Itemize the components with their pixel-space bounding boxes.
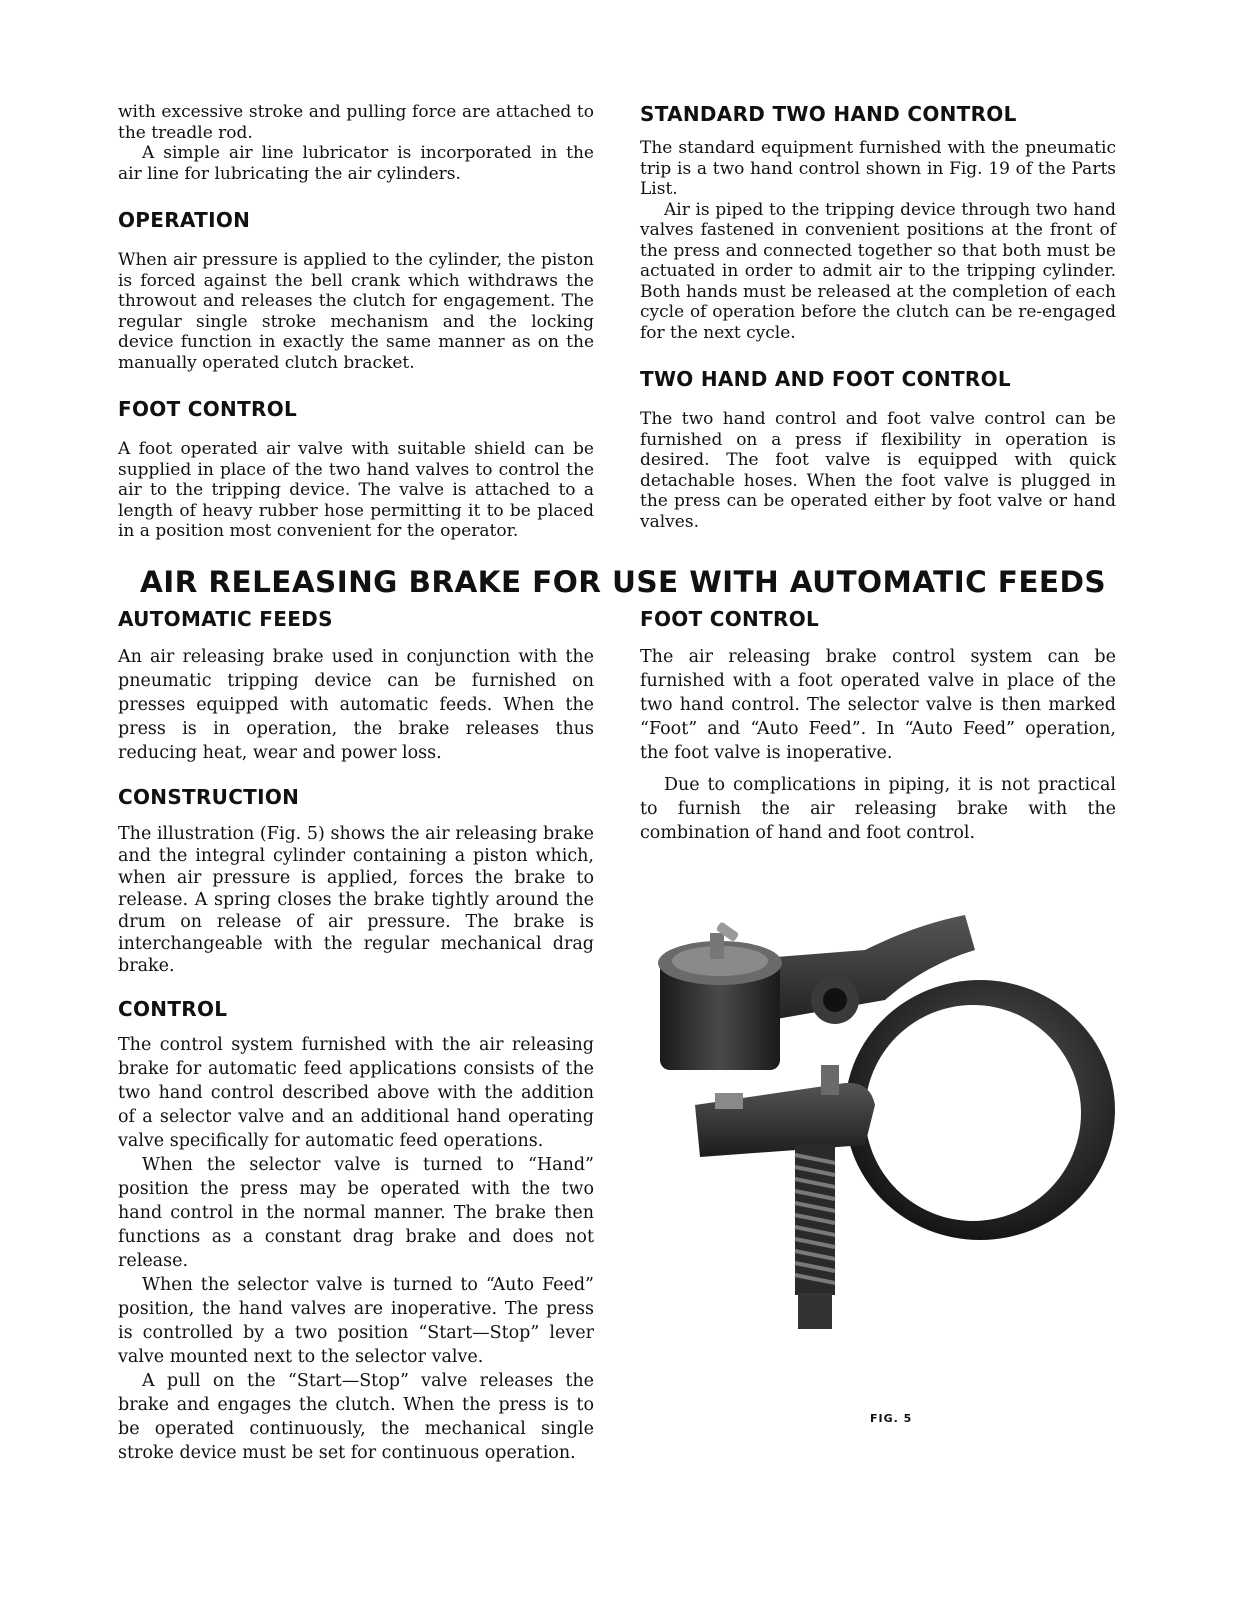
operation-section [118,208,594,373]
paragraph: The air releasing brake control system can be furnished with a foot operated valve in place of the two hand control. The selector valve is then marked “Foot” and “Auto Feed”. In “Auto Feed” operation, the foot valve is inoperative. [640,647,1116,763]
foot-control-section [118,397,594,542]
paragraph: A pull on the “Start—Stop” valve releases the brake and engages the clutch. When the press is to be operated continuously, the mechanical single stroke device must be set for continuous operation. [118,1371,594,1463]
figure-caption: FIG. 5 [870,1412,913,1425]
paragraph: When the selector valve is turned to “Auto Feed” position, the hand valves are inoperative. The press is controlled by a two position “Start—Stop” lever valve mounted next to the selector valve. [118,1275,594,1367]
paragraph: A foot operated air valve with suitable shield can be supplied in place of the two hand valves to control the air to the tripping device. The valve is attached to a length of heavy rubber hose permitting it to be placed in a position most convenient for the operator. [118,439,594,541]
banner-heading: AIR RELEASING BRAKE FOR USE WITH AUTOMATIC FEEDS [140,565,1106,599]
spring-icon [795,1145,835,1329]
paragraph: An air releasing brake used in conjunction with the pneumatic tripping device can be furnished on presses equipped with automatic feeds. When the press is in operation, the brake releases thus reducing heat, wear and power loss. [118,647,594,763]
paragraph: The control system furnished with the air releasing brake for automatic feed applications consists of the two hand control described above with the addition of a selector valve and an additional hand operating valve specifically for automatic feed operations. [118,1035,594,1151]
section-heading: STANDARD TWO HAND CONTROL [640,102,1017,126]
brake-illustration [655,905,1135,1345]
paragraph: The illustration (Fig. 5) shows the air releasing brake and the integral cylinder containing a piston which, when air pressure is applied, forces the brake to release. A spring closes the brake tightly around the drum on release of air pressure. The brake is interchangeable with the regular mechanical drag brake. [118,824,594,976]
paragraph: When the selector valve is turned to “Hand” position the press may be operated with the two hand control in the normal manner. The brake then functions as a constant drag brake and does not release. [118,1155,594,1271]
paragraph: with excessive stroke and pulling force are attached to the treadle rod. [118,102,594,143]
intro-section [118,102,594,184]
construction-section [118,785,594,977]
foot-control-brake-section [640,607,1116,845]
two-hand-and-foot-section [640,367,1116,532]
paragraph: Due to complications in piping, it is not practical to furnish the air releasing brake with the combination of hand and foot control. [640,775,1116,843]
section-heading: FOOT CONTROL [118,397,298,421]
paragraph: Air is piped to the tripping device through two hand valves fastened in convenient positions at the front of the press and connected together so that both must be actuated in order to admit air to the tripping cylinder. Both hands must be released at the completion of each cycle of operation before the clutch can be re-engaged for the next cycle. [640,199,1116,343]
paragraph: The two hand control and foot valve control can be furnished on a press if flexibility in operation is desired. The foot valve is equipped with quick detachable hoses. When the foot valve is plugged in the press can be operated either by foot valve or hand valves. [640,409,1116,532]
standard-two-hand-section [640,102,1116,343]
section-heading: FOOT CONTROL [640,607,820,631]
air-releasing-brake-photo [655,905,1135,1345]
control-section [118,997,594,1465]
bottom-right-column [640,607,1116,869]
section-heading: TWO HAND AND FOOT CONTROL [640,367,1011,391]
section-heading: CONSTRUCTION [118,785,300,809]
top-left-column [118,102,594,566]
paragraph: When air pressure is applied to the cylinder, the piston is forced against the bell crank which withdraws the throwout and releases the clutch for engagement. The regular single stroke mechanism and the locking device function in exactly the same manner as on the manually operated clutch bracket. [118,250,594,373]
section-heading: CONTROL [118,997,228,1021]
section-heading: AUTOMATIC FEEDS [118,607,333,631]
bottom-left-column [118,607,594,1489]
top-right-column [640,102,1116,556]
paragraph: A simple air line lubricator is incorporated in the air line for lubricating the air cylinders. [118,143,594,184]
section-heading: OPERATION [118,208,251,232]
automatic-feeds-section [118,607,594,765]
paragraph: The standard equipment furnished with the pneumatic trip is a two hand control shown in Fig. 19 of the Parts List. [640,138,1116,199]
